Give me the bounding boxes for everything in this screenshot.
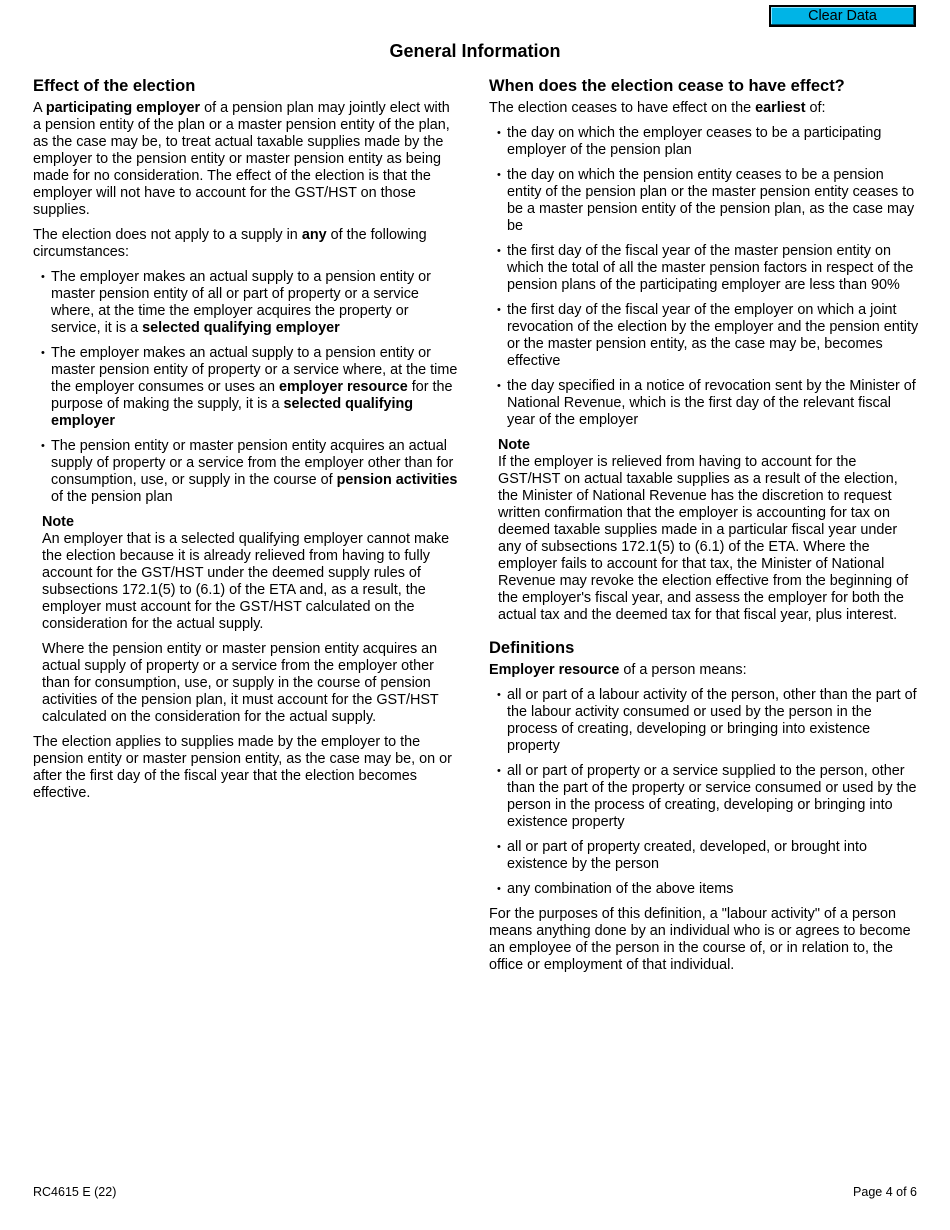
list-item: • The pension entity or master pension entity acquires an actual supply of property or a service from the employer other than for consumption, use, or supply in the course of pension activities of the pension plan <box>33 438 461 506</box>
definitions-list <box>489 687 919 898</box>
list-item: • The employer makes an actual supply to a pension entity or master pension entity of property or a service where, at the time the employer consumes or uses an employer resource for the purpose of making the supply, it is a selected qualifying employer <box>33 345 461 430</box>
right-note <box>498 437 919 624</box>
list-item: • all or part of property or a service supplied to the person, other than the part of the property or service consumed or used by the person in the process of creating, developing or bringing into existence property <box>489 763 919 831</box>
cease-heading: When does the election cease to have effect? <box>489 77 845 95</box>
effect-paragraph: A participating employer of a pension plan may jointly elect with a pension entity of the plan or a master pension entity of the plan, as the case may be, to treat actual taxable supplies made by the employer to the pension entity or master pension entity as being made for no consideration. The effect of the election is that the employer will not have to account for the GST/HST on those supplies. <box>33 100 450 218</box>
definitions-intro: Employer resource of a person means: <box>489 662 747 678</box>
note-paragraph: An employer that is a selected qualifying employer cannot make the election because it is already relieved from having to fully account for the GST/HST under the deemed supply rules of subsections 172.1(5) to (6.1) of the ETA and, as a result, the employer must account for the GST/HST calculated on the consideration for the actual supply. <box>42 531 450 632</box>
circumstances-intro: The election does not apply to a supply in any of the following circumstances: <box>33 227 427 260</box>
left-column <box>33 76 461 810</box>
left-note <box>42 514 461 726</box>
list-item: • any combination of the above items <box>489 881 919 898</box>
list-item: • the day on which the employer ceases to be a participating employer of the pension plan <box>489 125 919 159</box>
note-title: Note <box>498 437 530 453</box>
list-item: • the day on which the pension entity ceases to be a pension entity of the pension plan or the master pension entity ceases to be a master pension entity of the pension plan, as the case may be <box>489 167 919 235</box>
election-applies-paragraph: The election applies to supplies made by the employer to the pension entity or master pension entity, as the case may be, on or after the first day of the fiscal year that the election becomes effective. <box>33 734 452 801</box>
note-paragraph: Where the pension entity or master pension entity acquires an actual supply of property or a service from the employer other than for consumption, use, or supply in the course of pension activities of the pension plan, it must account for the GST/HST calculated on the consideration for the actual supply. <box>42 641 439 725</box>
definitions-outro: For the purposes of this definition, a "labour activity" of a person means anything done by an individual who is or agrees to become an employee of the person in the course of, or in relation to, the office or employment of that individual. <box>489 906 911 973</box>
list-item: • all or part of property created, developed, or brought into existence by the person <box>489 839 919 873</box>
cease-intro: The election ceases to have effect on the earliest of: <box>489 100 826 116</box>
list-item: • the first day of the fiscal year of the employer on which a joint revocation of the election by the employer and the pension entity or the master pension entity, as the case may be, becomes effective <box>489 302 919 370</box>
note-paragraph: If the employer is relieved from having to account for the GST/HST on actual taxable supplies as a result of the election, the Minister of National Revenue has the discretion to request written confirmation that the employer is accounting for tax on deemed taxable supplies made in a particular fiscal year under any of subsections 172.1(5) to (6.1) of the ETA. Where the employer fails to account for that tax, the Minister of National Revenue may revoke the election effective from the beginning of the employer's fiscal year, and assess the employer for both the actual tax and the deemed tax for that fiscal year, plus interest. <box>498 454 909 623</box>
clear-data-button[interactable]: Clear Data <box>769 5 916 27</box>
list-item: • the day specified in a notice of revocation sent by the Minister of National Revenue, which is the first day of the relevant fiscal year of the employer <box>489 378 919 429</box>
list-item: • all or part of a labour activity of the person, other than the part of the labour activity consumed or used by the person in the process of creating, developing or bringing into existence property <box>489 687 919 755</box>
list-item: • The employer makes an actual supply to a pension entity or master pension entity of all or part of property or a service where, at the time the employer acquires the property or service, it is a selected qualifying employer <box>33 269 461 337</box>
list-item: • the first day of the fiscal year of the master pension entity on which the total of all the master pension factors in respect of the pension plans of the participating employer are less than 90% <box>489 243 919 294</box>
definitions-heading: Definitions <box>489 639 575 657</box>
note-title: Note <box>42 514 74 530</box>
form-id: RC4615 E (22) <box>33 1185 117 1199</box>
page-number: Page 4 of 6 <box>853 1185 917 1199</box>
circumstances-list <box>33 269 461 506</box>
effect-heading: Effect of the election <box>33 77 196 95</box>
right-column <box>489 76 919 982</box>
page-title: General Information <box>389 41 561 61</box>
cease-list <box>489 125 919 429</box>
